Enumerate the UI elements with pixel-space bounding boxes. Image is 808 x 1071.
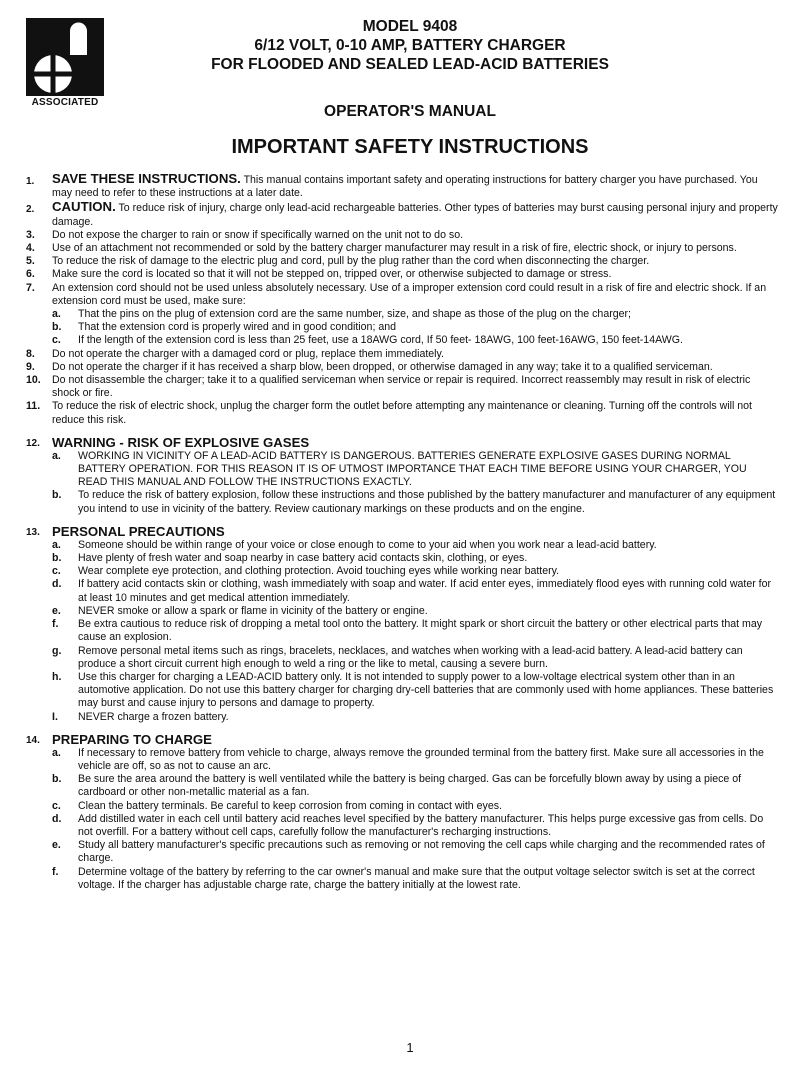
section-preparing-to-charge — [26, 732, 778, 892]
item-lead: CAUTION. — [52, 199, 116, 215]
item-number: 10. — [26, 374, 41, 387]
sub-item-text: If the length of the extension cord is less than 25 feet, use a 18AWG cord, If 50 feet- 18AWG, 100 feet-16AWG, 150 feet-14AWG. — [78, 334, 683, 347]
instruction-item — [26, 255, 778, 268]
instruction-item — [26, 282, 778, 348]
model-number: MODEL 9408 — [362, 18, 458, 35]
sub-item — [52, 773, 778, 799]
instruction-item — [26, 200, 778, 228]
section-title: WARNING - RISK OF EXPLOSIVE GASES — [52, 434, 310, 450]
sub-item-letter: e. — [52, 839, 61, 852]
sub-item — [52, 450, 778, 490]
sub-item-letter: c. — [52, 334, 61, 347]
sub-item-text: Determine voltage of the battery by referring to the car owner's manual and make sure that the output voltage selector switch is set at the correct voltage. If the charger has adjustable charge rate, charge the battery initially at the lowest rate. — [78, 865, 755, 891]
sub-item-text: Clean the battery terminals. Be careful to keep corrosion from coming in contact with eyes. — [78, 799, 502, 812]
item-text: To reduce risk of injury, charge only lead-acid rechargeable batteries. Other types of batteries may burst causing personal injury and property damage. — [52, 202, 778, 228]
item-text: Do not operate the charger if it has received a sharp blow, been dropped, or otherwise damaged in any way; take it to a qualified serviceman. — [52, 360, 713, 373]
sub-item-text: Someone should be within range of your voice or close enough to come to your aid when you work near a lead-acid battery. — [78, 538, 657, 551]
item-text: Use of an attachment not recommended or sold by the battery charger manufacturer may result in a risk of fire, electric shock, or injury to persons. — [52, 242, 737, 255]
section-explosive-gases — [26, 435, 778, 516]
sub-item — [52, 578, 778, 604]
sub-item-letter: f. — [52, 618, 59, 631]
page-number: 1 — [406, 1040, 414, 1055]
sub-item-letter: c. — [52, 799, 61, 812]
sub-item-text: Be extra cautious to reduce risk of dropping a metal tool onto the battery. It might spark or short circuit the battery or other electrical parts that may cause an explosion. — [78, 618, 763, 644]
item-number: 9. — [26, 360, 35, 373]
sub-item-text: That the extension cord is properly wired and in good condition; and — [78, 321, 397, 334]
item-text: To reduce the risk of electric shock, unplug the charger form the outlet before attempting any maintenance or cleaning. Turning off the controls will not reduce this risk. — [52, 400, 752, 426]
sub-item — [52, 866, 778, 892]
sub-item — [52, 813, 778, 839]
sub-item-text: If battery acid contacts skin or clothing, wash immediately with soap and water. If acid enter eyes, immediately flood eyes with running cold water for at least 10 minutes and get medical attention immediately. — [78, 578, 772, 604]
sub-item-text: That the pins on the plug of extension cord are the same number, size, and shape as those of the plug on the charger; — [78, 308, 631, 321]
sub-item-text: Have plenty of fresh water and soap nearby in case battery acid contacts skin, clothing, or eyes. — [78, 552, 528, 565]
sub-item-letter: a. — [52, 308, 61, 321]
product-description: 6/12 VOLT, 0-10 AMP, BATTERY CHARGER — [254, 37, 566, 54]
item-text: An extension cord should not be used unless absolutely necessary. Use of a improper extension cord could result in a risk of fire and electric shock. If an extension cord must be used, make sure: — [52, 281, 767, 307]
sub-item-letter: d. — [52, 578, 62, 591]
sub-item — [52, 321, 778, 334]
sub-item — [52, 839, 778, 865]
sub-item-letter: I. — [52, 710, 58, 723]
item-lead: SAVE THESE INSTRUCTIONS. — [52, 171, 241, 186]
section-number: 14. — [26, 734, 40, 746]
sub-item-letter: b. — [52, 321, 62, 334]
sub-item-letter: h. — [52, 670, 62, 683]
sub-item — [52, 489, 778, 515]
instruction-item — [26, 348, 778, 361]
item-text: Do not disassemble the charger; take it to a qualified serviceman when service or repair is required. Incorrect reassembly may result in risk of electric shock or fire. — [52, 374, 751, 400]
item-number: 7. — [26, 281, 35, 294]
sub-item-text: NEVER smoke or allow a spark or flame in vicinity of the battery or engine. — [78, 604, 428, 617]
sub-item-letter: b. — [52, 773, 62, 786]
item-number: 4. — [26, 242, 35, 255]
item-number: 11. — [26, 400, 41, 413]
sub-item-text: Be sure the area around the battery is well ventilated while the battery is being charged. Gas can be forcefully blown away by using a piece of cardboard or other non-metallic material as a fan. — [78, 773, 742, 799]
sub-item — [52, 800, 778, 813]
manual-title: OPERATOR'S MANUAL — [324, 103, 496, 120]
instruction-item — [26, 374, 778, 400]
item-number: 3. — [26, 228, 35, 241]
associated-logo-icon — [26, 18, 104, 96]
document-header — [150, 17, 670, 74]
safety-title: IMPORTANT SAFETY INSTRUCTIONS — [231, 136, 589, 158]
sub-item-letter: e. — [52, 604, 61, 617]
item-number: 8. — [26, 347, 35, 360]
section-title: PERSONAL PRECAUTIONS — [52, 523, 225, 539]
item-number: 5. — [26, 255, 35, 268]
sub-item-letter: g. — [52, 644, 62, 657]
sub-item — [52, 671, 778, 711]
sub-item — [52, 645, 778, 671]
sub-item — [52, 552, 778, 565]
item-text: Do not operate the charger with a damaged cord or plug, replace them immediately. — [52, 347, 444, 360]
sub-item-text: Add distilled water in each cell until battery acid reaches level specified by the battery manufacturer. This helps purge excessive gas from cells. Do not overfill. For a battery without cell caps, carefully follow the manufacturer's recharging instructions. — [78, 812, 764, 838]
section-number: 12. — [26, 437, 40, 449]
sub-item-letter: a. — [52, 449, 61, 462]
instruction-item — [26, 229, 778, 242]
instruction-item — [26, 361, 778, 374]
section-title: PREPARING TO CHARGE — [52, 731, 212, 747]
sub-item — [52, 308, 778, 321]
instruction-item — [26, 242, 778, 255]
sub-item-letter: c. — [52, 565, 61, 578]
sub-item-text: Study all battery manufacturer's specific precautions such as removing or not removing the cell caps while charging and the recommended rates of charge. — [78, 839, 765, 865]
sub-item-letter: b. — [52, 552, 62, 565]
sub-item-text: If necessary to remove battery from vehicle to charge, always remove the grounded terminal from the battery first. Make sure all accessories in the vehicle are off, so as not to cause an arc. — [78, 746, 764, 772]
sub-item — [52, 618, 778, 644]
item-text: Do not expose the charger to rain or snow if specifically warned on the unit not to do so. — [52, 228, 464, 241]
company-logo — [26, 18, 104, 108]
sub-item — [52, 565, 778, 578]
section-number: 13. — [26, 526, 40, 538]
sub-item — [52, 747, 778, 773]
sub-item — [52, 711, 778, 724]
sub-item-text: Remove personal metal items such as rings, bracelets, necklaces, and watches when working with a lead-acid battery. A lead-acid battery can produce a short circuit current high enough to weld a ring or the like to metal, causing a severe burn. — [78, 644, 743, 670]
sub-item-letter: d. — [52, 812, 62, 825]
sub-item — [52, 605, 778, 618]
item-text: This manual contains important safety and operating instructions for battery charger you have purchased. You may need to refer to these instructions at a later date. — [52, 174, 758, 200]
sub-item-text: WORKING IN VICINITY OF A LEAD-ACID BATTERY IS DANGEROUS. BATTERIES GENERATE EXPLOSIVE GASES DURING NORMAL BATTERY OPERATION. FOR THIS REASON IT IS OF UTMOST IMPORTANCE THAT EACH TIME BEFORE USING YOUR CHARGER, YOU READ THIS MANUAL AND FOLLOW THE INSTRUCTIONS EXACTLY. — [78, 449, 747, 489]
battery-type-line: FOR FLOODED AND SEALED LEAD-ACID BATTERIES — [211, 56, 609, 73]
item-number: 6. — [26, 268, 35, 281]
instruction-item — [26, 172, 778, 200]
instruction-item — [26, 400, 778, 426]
instructions-body — [26, 172, 778, 892]
item-number: 1. — [26, 176, 35, 187]
item-text: To reduce the risk of damage to the electric plug and cord, pull by the plug rather than the cord when disconnecting the charger. — [52, 255, 650, 268]
sub-item-text: To reduce the risk of battery explosion, follow these instructions and those published by the battery manufacturer and manufacturer of any equipment you intend to use in vicinity of the battery. Review cautionary markings on these products and on the engine. — [78, 489, 776, 515]
sub-item-text: NEVER charge a frozen battery. — [78, 710, 229, 723]
sub-item-text: Wear complete eye protection, and clothing protection. Avoid touching eyes while working near battery. — [78, 565, 560, 578]
sub-item-letter: a. — [52, 538, 61, 551]
sub-item — [52, 539, 778, 552]
sub-item-letter: a. — [52, 746, 61, 759]
section-personal-precautions — [26, 524, 778, 724]
instruction-item — [26, 268, 778, 281]
sub-item-text: Use this charger for charging a LEAD-ACID battery only. It is not intended to supply power to a low-voltage electrical system other than in an automotive application. Do not use this battery charger for charging dry-cell batteries that are commonly used with home appliances. These batteries may burst and cause injury to persons and damage to property. — [78, 670, 774, 710]
item-number: 2. — [26, 204, 35, 216]
item-text: Make sure the cord is located so that it will not be stepped on, tripped over, or otherwise subjected to damage or stress. — [52, 268, 612, 281]
logo-label: ASSOCIATED — [31, 97, 99, 108]
sub-item-letter: b. — [52, 489, 62, 502]
sub-item-letter: f. — [52, 865, 59, 878]
sub-item — [52, 334, 778, 347]
